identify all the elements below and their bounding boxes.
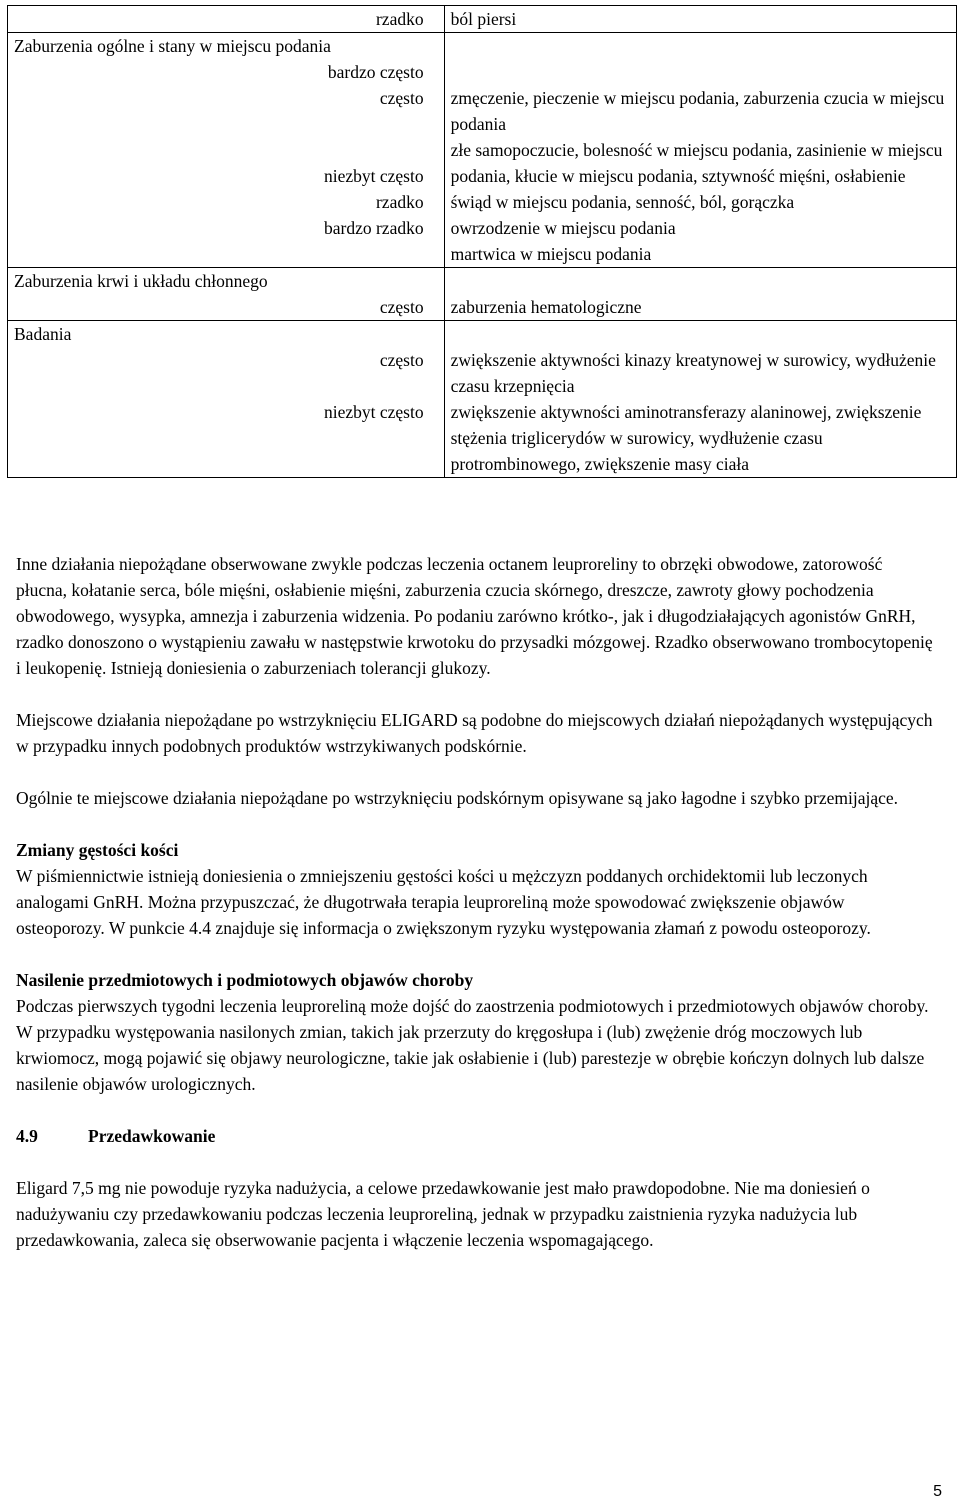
table-cell-category (8, 33, 445, 268)
frequency-label: często (379, 88, 424, 108)
spacer (451, 33, 950, 59)
table-cell-effects (444, 321, 956, 478)
table-cell-category (8, 268, 445, 321)
paragraph-local-effects: Miejscowe działania niepożądane po wstrzyknięciu ELIGARD są podobne do miejscowych działań niepożądanych występujących w przypadku innych podobnych produktów wstrzykiwanych podskórnie. (16, 710, 933, 756)
heading-bone-density: Zmiany gęstości kości (16, 840, 179, 860)
system-organ-class: Badania (14, 324, 72, 344)
frequency-label: rzadko (375, 192, 424, 212)
table-cell-category (8, 321, 445, 478)
section-heading-overdose (16, 1123, 936, 1149)
adverse-effect-text: zaburzenia hematologiczne (450, 297, 642, 317)
spacer (14, 111, 438, 137)
adverse-effect-text: martwica w miejscu podania (450, 244, 652, 264)
table-cell-category (8, 6, 445, 33)
frequency-label: często (379, 297, 424, 317)
adverse-effects-table (7, 5, 957, 478)
spacer (451, 321, 950, 347)
spacer (451, 268, 950, 294)
adverse-effect-text: zwiększenie aktywności kinazy kreatynowej w surowicy, wydłużenie czasu krzepnięcia (450, 350, 936, 396)
system-organ-class: Zaburzenia krwi i układu chłonnego (14, 271, 268, 291)
table-row (8, 268, 957, 321)
table-row (8, 6, 957, 33)
table-cell-effects (444, 6, 956, 33)
frequency-label: niezbyt często (323, 166, 424, 186)
heading-disease-flare: Nasilenie przedmiotowych i podmiotowych objawów choroby (16, 970, 474, 990)
page-number: 5 (933, 1483, 942, 1500)
section-title: Przedawkowanie (88, 1126, 216, 1146)
paragraph-bone-density: W piśmiennictwie istnieją doniesienia o zmniejszeniu gęstości kości u mężczyzn poddanych orchidektomii lub leczonych analogami GnRH. Można przypuszczać, że długotrwała terapia leuproreliną może spowodować zwiększenie objawów osteoporozy. W punkcie 4.4 znajduje się informacja o zwiększonym ryzyku występowania złamań z powodu osteoporozy. (16, 866, 871, 938)
frequency-label: bardzo często (327, 62, 424, 82)
spacer (14, 137, 438, 163)
paragraph-other-effects: Inne działania niepożądane obserwowane zwykle podczas leczenia octanem leuproreliny to obrzęki obwodowe, zatorowość płucna, kołatanie serca, bóle mięśni, osłabienie mięśni, zaburzenia czucia skórnego, dreszcze, zawroty głowy pochodzenia obwodowego, wysypka, amnezja i zaburzenia widzenia. Po podaniu zarówno krótko-, jak i długodziałających agonistów GnRH, rzadko donoszono o wystąpieniu zawału w następstwie krwotoku do przysadki mózgowej. Rzadko obserwowano trombocytopenię i leukopenię. Istnieją doniesienia o zaburzeniach tolerancji glukozy. (16, 554, 933, 678)
system-organ-class: Zaburzenia ogólne i stany w miejscu podania (14, 36, 331, 56)
adverse-effect-text: zmęczenie, pieczenie w miejscu podania, zaburzenia czucia w miejscu podania (450, 88, 945, 134)
adverse-effects-table-body (8, 6, 957, 478)
adverse-effect-text: ból piersi (450, 9, 517, 29)
adverse-effect-text: zwiększenie aktywności aminotransferazy alaninowej, zwiększenie stężenia triglicerydów w surowicy, wydłużenie czasu protrombinowego, zwiększenie masy ciała (450, 402, 922, 474)
document-body (16, 551, 936, 1279)
frequency-label: często (379, 350, 424, 370)
spacer (451, 59, 950, 85)
section-number: 4.9 (16, 1126, 38, 1146)
table-row (8, 33, 957, 268)
adverse-effect-text: świąd w miejscu podania, senność, ból, gorączka (450, 192, 795, 212)
table-cell-effects (444, 268, 956, 321)
paragraph-disease-flare: Podczas pierwszych tygodni leczenia leuproreliną może dojść do zaostrzenia podmiotowych i przedmiotowych objawów choroby. W przypadku występowania nasilonych zmian, takich jak przerzuty do kręgosłupa i (lub) zwężenie dróg moczowych lub krwiomocz, mogą pojawić się objawy neurologiczne, takie jak osłabienie i (lub) parestezje w obrębie kończyn dolnych lub dalsze nasilenie objawów urologicznych. (16, 996, 929, 1094)
frequency-label: bardzo rzadko (323, 218, 424, 238)
paragraph-local-effects-mild: Ogólnie te miejscowe działania niepożądane po wstrzyknięciu podskórnym opisywane są jako łagodne i szybko przemijające. (16, 788, 899, 808)
table-cell-effects (444, 33, 956, 268)
frequency-label: niezbyt często (323, 402, 424, 422)
spacer (14, 373, 438, 399)
paragraph-overdose: Eligard 7,5 mg nie powoduje ryzyka nadużycia, a celowe przedawkowanie jest mało prawdopodobne. Nie ma doniesień o nadużywaniu czy przedawkowaniu podczas leczenia leuproreliną, jednak w przypadku zaistnienia ryzyka nadużycia lub przedawkowania, zaleca się obserwowanie pacjenta i włączenie leczenia wspomagającego. (16, 1178, 870, 1250)
table-row (8, 321, 957, 478)
adverse-effect-text: owrzodzenie w miejscu podania (450, 218, 676, 238)
adverse-effect-text: złe samopoczucie, bolesność w miejscu podania, zasinienie w miejscu podania, kłucie w miejscu podania, sztywność mięśni, osłabienie (450, 140, 943, 186)
frequency-label: rzadko (375, 9, 424, 29)
